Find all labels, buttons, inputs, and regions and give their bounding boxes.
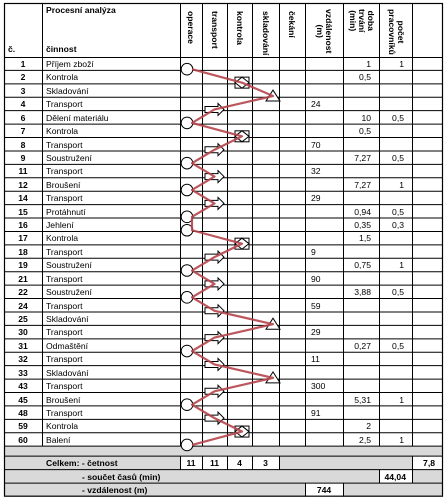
header-control: kontrola	[234, 11, 245, 45]
row-activity: Kontrola	[46, 421, 79, 432]
row-duration: 0,5	[359, 72, 371, 83]
total-transport-count: 11	[209, 458, 220, 469]
row-duration: 5,31	[354, 394, 371, 405]
operation-symbol	[181, 63, 193, 75]
row-activity: Transport	[46, 246, 83, 257]
total-time: 44,04	[384, 471, 406, 482]
row-duration: 0,5	[359, 126, 371, 137]
row-distance: 91	[311, 407, 321, 418]
header-storage: skladování	[260, 11, 271, 56]
row-number: 9	[20, 152, 26, 163]
total-workers: 7,8	[423, 458, 435, 469]
spacer-row	[4, 446, 443, 456]
row-number: 14	[18, 193, 28, 204]
row-activity: Transport	[46, 327, 83, 338]
row-activity: Soustružení	[46, 152, 92, 163]
total-count-label: Celkem: - četnost	[46, 458, 118, 469]
header-waiting: čekání	[287, 11, 297, 38]
row-activity: Kontrola	[46, 233, 79, 244]
row-distance: 29	[311, 193, 321, 204]
row-number: 7	[20, 126, 26, 137]
row-number: 30	[18, 327, 28, 338]
row-distance: 59	[311, 300, 321, 311]
row-activity: Jehlení	[46, 220, 74, 231]
row-number: 8	[20, 139, 26, 150]
row-number: 16	[18, 220, 28, 231]
row-number: 32	[18, 354, 28, 365]
row-number: 45	[18, 394, 28, 405]
header-duration: doba trvání (min)	[347, 9, 376, 33]
row-activity: Odmaštění	[46, 340, 89, 351]
row-activity: Transport	[46, 354, 83, 365]
row-number: 1	[20, 59, 26, 69]
row-activity: Soustružení	[46, 260, 92, 271]
row-distance: 9	[311, 246, 316, 257]
row-activity: Transport	[46, 300, 83, 311]
operation-symbol	[181, 439, 193, 451]
row-activity: Dělení materiálu	[46, 112, 109, 123]
row-number: 15	[18, 206, 28, 217]
header-number: č.	[8, 44, 16, 54]
row-workers: 0,5	[392, 340, 404, 351]
row-activity: Transport	[46, 166, 83, 177]
row-number: 43	[18, 381, 28, 392]
row-duration: 0,27	[354, 340, 371, 351]
row-duration: 0,94	[354, 206, 371, 217]
row-distance: 24	[311, 99, 321, 110]
row-distance: 11	[311, 354, 320, 365]
row-number: 24	[18, 300, 28, 311]
row-distance: 90	[311, 273, 321, 284]
row-number: 2	[20, 72, 26, 83]
row-number: 25	[18, 313, 28, 324]
page-title: Procesní analýza	[46, 5, 116, 15]
row-number: 60	[18, 434, 28, 445]
header-operation: operace	[186, 11, 196, 44]
row-duration: 1	[366, 59, 371, 69]
row-number: 17	[18, 233, 28, 244]
row-activity: Transport	[46, 407, 83, 418]
row-distance: 32	[311, 166, 321, 177]
header-distance: vzdálenost (m)	[315, 9, 335, 54]
row-activity: Broušení	[46, 394, 81, 405]
row-activity: Transport	[46, 99, 83, 110]
row-workers: 0,5	[392, 206, 404, 217]
row-duration: 0,75	[354, 260, 371, 271]
row-activity: Broušení	[46, 179, 81, 190]
row-distance: 300	[311, 381, 326, 392]
header-workers: počet pracovníků	[386, 9, 406, 55]
row-number: 4	[20, 99, 26, 110]
row-duration: 2	[366, 421, 371, 432]
row-duration: 7,27	[354, 179, 371, 190]
row-number: 6	[20, 112, 26, 123]
row-number: 3	[20, 85, 26, 96]
header-transport: transport	[209, 11, 220, 49]
row-number: 19	[18, 260, 28, 271]
total-operation-count: 11	[186, 458, 196, 469]
row-number: 31	[18, 340, 28, 351]
row-workers: 0,5	[392, 152, 404, 163]
row-duration: 1,5	[359, 233, 371, 244]
row-number: 22	[18, 287, 28, 298]
row-activity: Protáhnutí	[46, 206, 86, 217]
row-activity: Skladování	[46, 85, 89, 96]
row-workers: 1	[399, 260, 404, 271]
row-number: 18	[18, 246, 28, 257]
row-workers: 1	[399, 59, 404, 69]
row-activity: Transport	[46, 381, 83, 392]
row-number: 33	[18, 367, 28, 378]
row-distance: 70	[311, 139, 321, 150]
total-storage-count: 3	[263, 458, 268, 469]
row-workers: 0,5	[392, 112, 404, 123]
row-activity: Transport	[46, 273, 83, 284]
row-activity: Příjem zboží	[46, 59, 94, 69]
row-activity: Kontrola	[46, 126, 79, 137]
row-number: 11	[18, 166, 28, 177]
total-distance-label: - vzdálenost (m)	[82, 485, 148, 496]
row-activity: Transport	[46, 193, 83, 204]
row-duration: 10	[361, 112, 371, 123]
row-activity: Transport	[46, 139, 83, 150]
row-activity: Skladování	[46, 313, 89, 324]
row-number: 12	[18, 179, 28, 190]
row-duration: 0,35	[354, 220, 371, 231]
total-distance: 744	[316, 485, 332, 496]
row-workers: 1	[399, 434, 404, 445]
row-workers: 0,5	[392, 287, 404, 298]
row-number: 21	[18, 273, 28, 284]
total-time-label: - součet časů (min)	[82, 471, 161, 482]
row-duration: 3,88	[354, 287, 371, 298]
row-number: 48	[18, 407, 28, 418]
row-distance: 29	[311, 327, 321, 338]
process-flow-line	[192, 69, 273, 445]
row-workers: 1	[399, 394, 404, 405]
row-activity: Balení	[46, 434, 71, 445]
header-activity: činnost	[46, 44, 77, 54]
row-activity: Skladování	[46, 367, 89, 378]
row-activity: Kontrola	[46, 72, 79, 83]
row-duration: 2,5	[359, 434, 371, 445]
row-workers: 0,3	[392, 220, 404, 231]
row-workers: 1	[399, 179, 404, 190]
row-activity: Soustružení	[46, 287, 92, 298]
total-control-count: 4	[237, 458, 242, 469]
row-number: 59	[18, 421, 28, 432]
row-duration: 7,27	[354, 152, 371, 163]
